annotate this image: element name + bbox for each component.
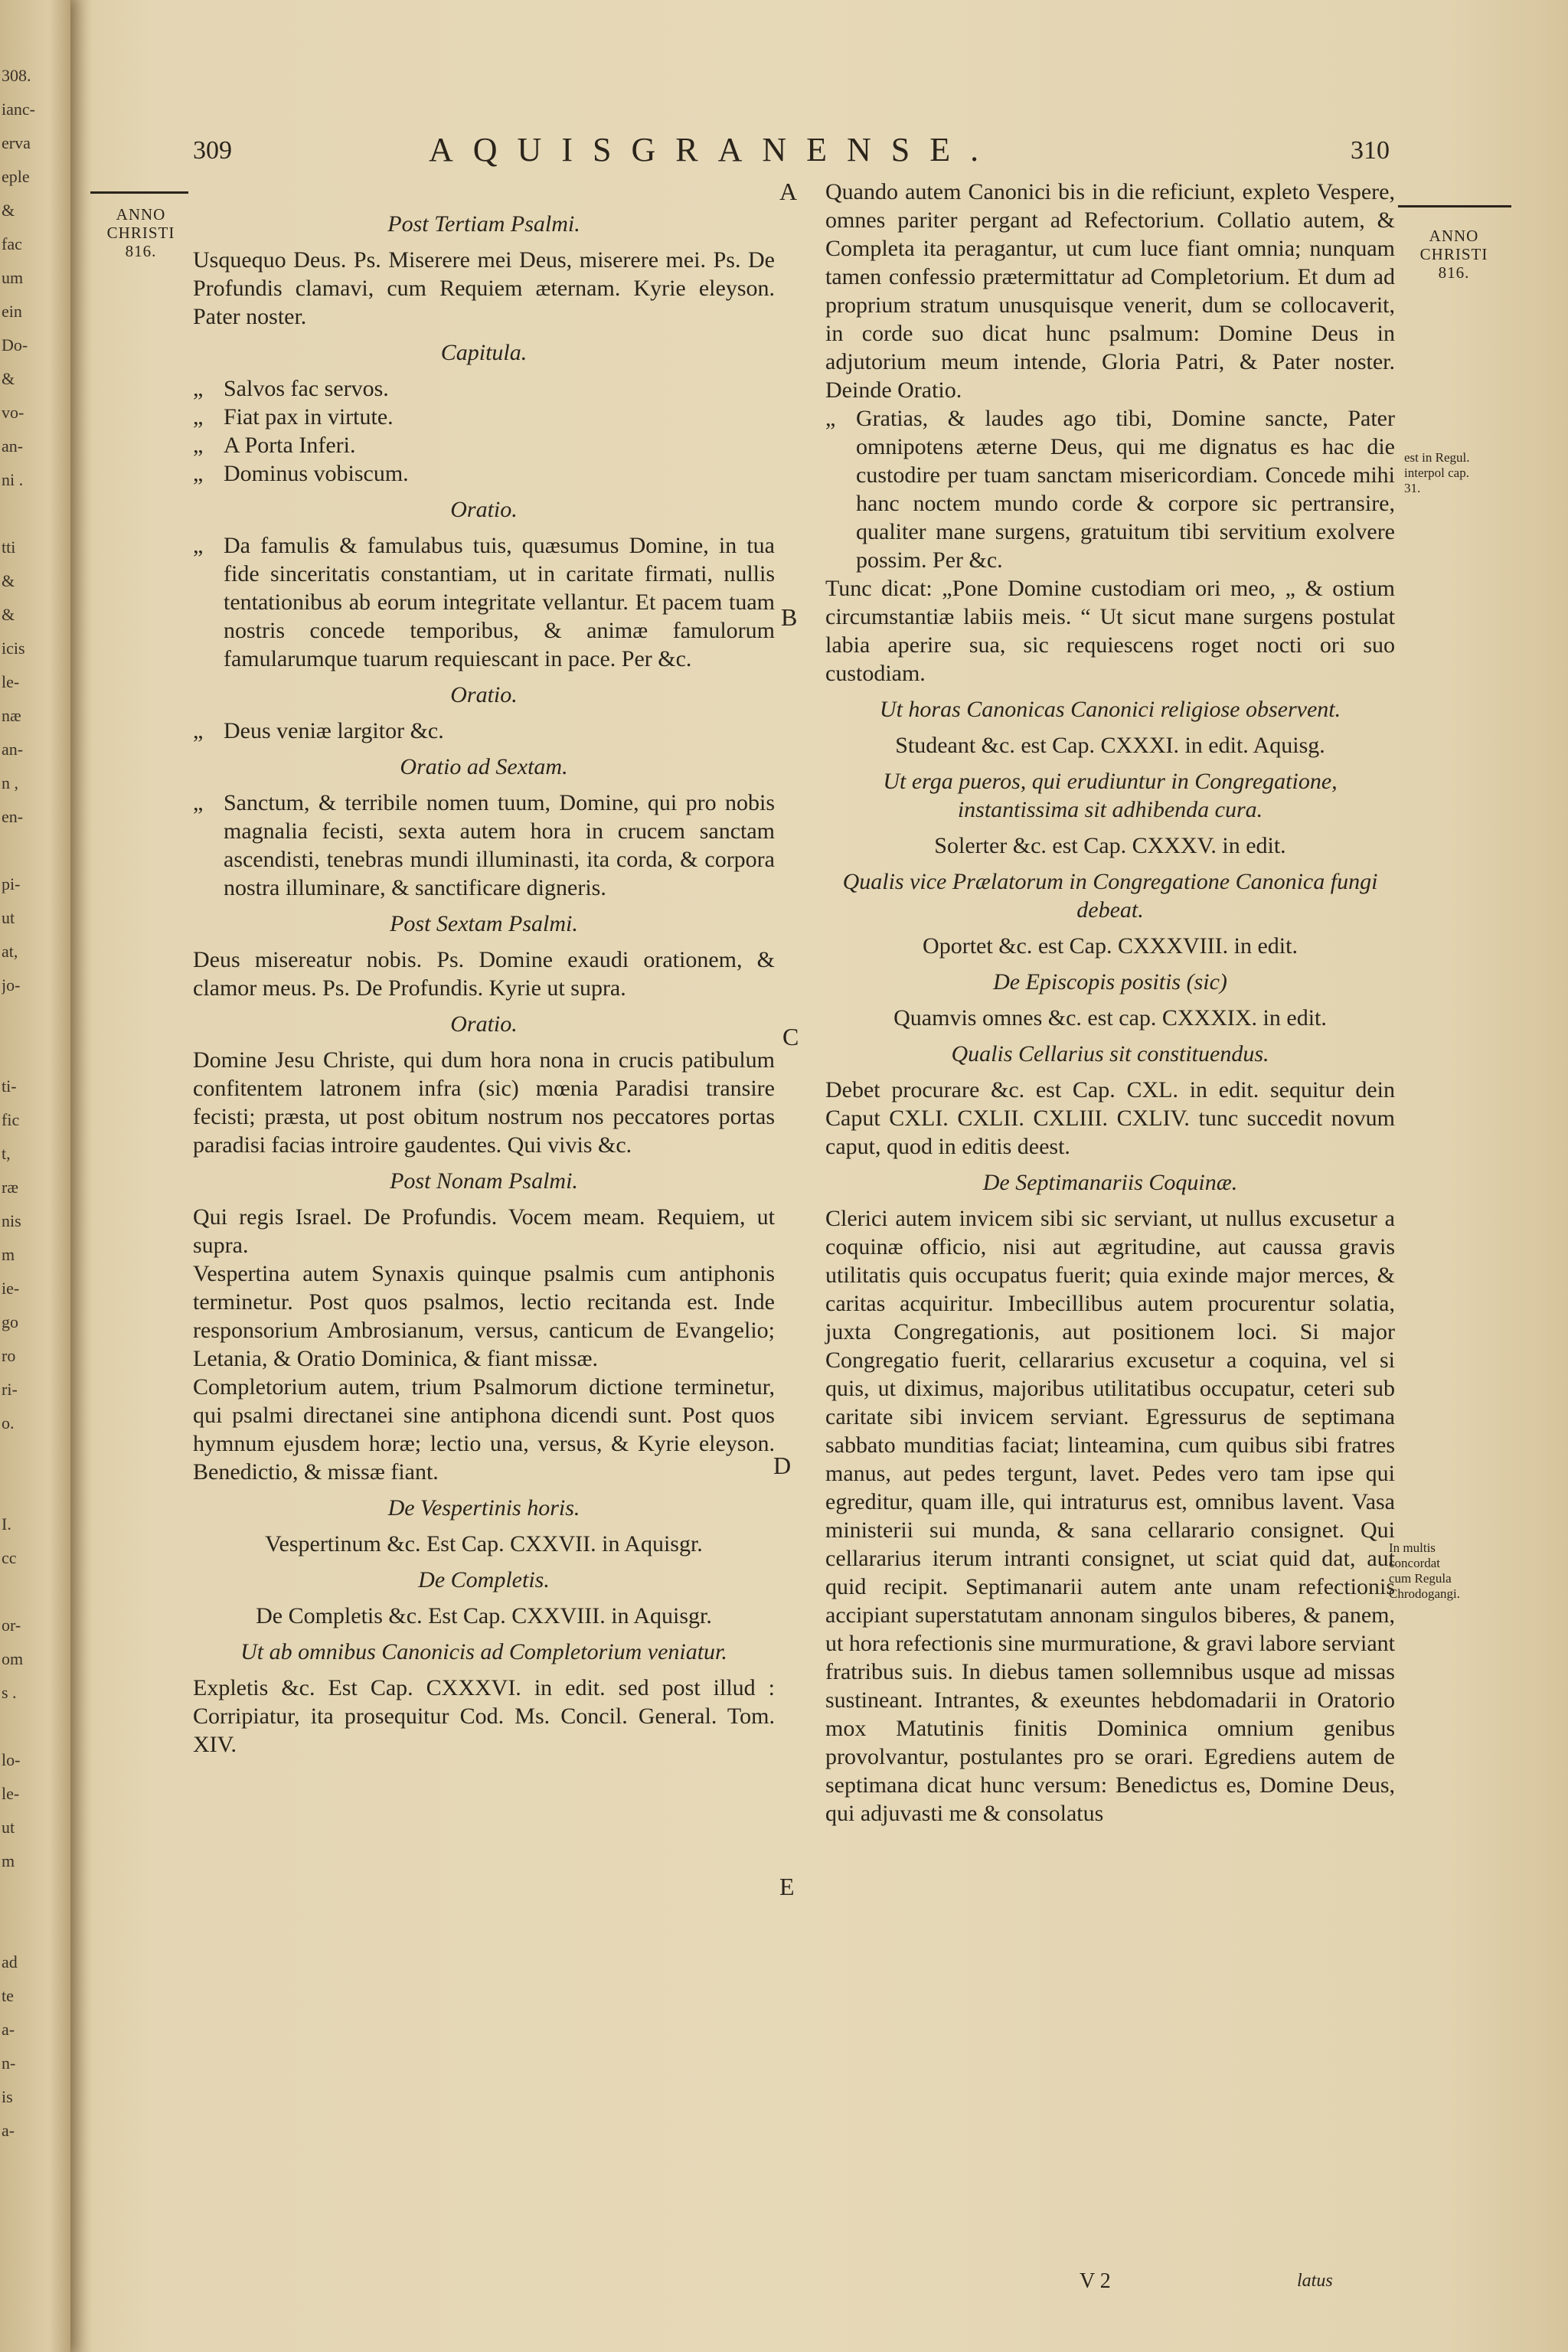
strip-fragment: fac — [2, 234, 22, 253]
section-heading: Oratio. — [450, 682, 518, 707]
section-heading: De Completis. — [418, 1567, 550, 1592]
prayer-text: Deus veniæ largitor &c. — [224, 718, 444, 743]
strip-fragment: ianc- — [2, 100, 35, 119]
section-heading: Post Tertiam Psalmi. — [387, 211, 580, 237]
strip-fragment: cc — [2, 1548, 17, 1567]
margin-line: CHRISTI — [1419, 245, 1488, 263]
strip-fragment: tti — [2, 537, 16, 557]
prayer-text: A Porta Inferi. — [224, 433, 356, 458]
strip-fragment: & — [2, 605, 15, 624]
chapter-reference: Studeant &c. est Cap. CXXXI. in edit. Aquisg. — [895, 733, 1325, 758]
strip-fragment: om — [2, 1649, 24, 1668]
left-column — [193, 202, 775, 1759]
strip-fragment: ri- — [2, 1380, 18, 1399]
right-page-number: 310 — [1351, 136, 1390, 165]
strip-fragment: at, — [2, 942, 18, 961]
quote-mark: „ — [825, 406, 836, 431]
right-anno-rule — [1398, 205, 1511, 207]
paragraph: Deus misereatur nobis. Ps. Domine exaudi orationem, & clamor meus. Ps. De Profundis. Kyrie ut supra. — [193, 947, 775, 1001]
quote-mark: „ — [193, 718, 204, 743]
chapter-reference: Oportet &c. est Cap. CXXXVIII. in edit. — [923, 933, 1298, 959]
margin-line: CHRISTI — [106, 224, 175, 242]
strip-fragment: a- — [2, 2121, 15, 2140]
section-heading: Post Nonam Psalmi. — [390, 1168, 578, 1194]
quote-mark: „ — [193, 404, 204, 430]
right-anno-christi — [1398, 227, 1510, 282]
strip-fragment: t, — [2, 1144, 11, 1163]
strip-fragment: a- — [2, 2020, 15, 2039]
section-heading: Qualis vice Prælatorum in Congregatione Canonica fungi debeat. — [842, 869, 1378, 923]
paragraph: Quando autem Canonici bis in die reficiunt, expleto Vespere, omnes pariter pergant ad Refectorium. Collatio autem, & Completa ita peragantur, ut cum luce fiant omnia; nunquam tamen confessio prætermittatur ad Completorium. Et dum ad proprium stratum unusquisque venerit, dum se collocaverit, in corde suo dicat hunc psalmum: Domine Deus in adjutorium meum intende, Gloria Patri, & Pater noster. Deinde Oratio. — [825, 179, 1395, 403]
section-heading: Ut erga pueros, qui erudiuntur in Congregatione, instantissima sit adhibenda cura. — [883, 769, 1338, 822]
strip-fragment: nis — [2, 1211, 21, 1230]
strip-fragment: 308. — [2, 66, 31, 85]
section-heading: Ut ab omnibus Canonicis ad Completorium veniatur. — [240, 1639, 727, 1664]
strip-fragment: m — [2, 1851, 15, 1870]
margin-line: est in Regul. — [1404, 450, 1470, 465]
strip-fragment: n , — [2, 773, 18, 792]
section-letter-d: D — [773, 1452, 792, 1479]
strip-fragment: an- — [2, 740, 24, 759]
section-heading: De Septimanariis Coquinæ. — [982, 1170, 1238, 1195]
paragraph: Expletis &c. Est Cap. CXXXVI. in edit. sed post illud : Corripiatur, ita prosequitur Cod. Ms. Concil. General. Tom. XIV. — [193, 1675, 775, 1757]
quote-mark: „ — [193, 461, 204, 486]
margin-line: cum Regula — [1389, 1571, 1452, 1586]
margin-note-regula — [1404, 450, 1469, 496]
strip-fragment: n- — [2, 2053, 16, 2073]
quoted-paragraph — [193, 789, 775, 902]
signature-mark: V 2 — [1080, 2269, 1111, 2293]
strip-fragment: & — [2, 369, 15, 388]
section-heading: Qualis Cellarius sit constituendus. — [951, 1041, 1269, 1067]
strip-fragment: m — [2, 1245, 15, 1264]
strip-fragment: ut — [2, 1818, 15, 1837]
strip-fragment: an- — [2, 436, 24, 456]
section-letter-e: E — [779, 1873, 795, 1900]
prayer-text: Gratias, & laudes ago tibi, Domine sancte, Pater omnipotens æterne Deus, qui me dignatus es hac die custodire per tuam sanctam misericordiam. Concede mihi hanc noctem mundo corde & corpore sic pertransire, qualiter mane surgens, gratuitum tibi servitium exolvere possim. Per &c. — [856, 406, 1395, 573]
margin-note-chrodogangi — [1389, 1540, 1460, 1602]
strip-fragment: um — [2, 268, 24, 287]
prayer-text: Fiat pax in virtute. — [224, 404, 394, 430]
chapter-reference: Vespertinum &c. Est Cap. CXXVII. in Aquisgr. — [265, 1531, 703, 1557]
paragraph: Vespertina autem Synaxis quinque psalmis cum antiphonis terminetur. Post quos psalmos, lectio recitanda est. Inde responsorium Ambrosianum, versus, canticum de Evangelio; Letania, & Oratio Dominica, & fiant missæ. — [193, 1261, 775, 1371]
left-page-number: 309 — [193, 136, 232, 165]
quoted-paragraph — [193, 431, 775, 459]
strip-fragment: vo- — [2, 403, 24, 422]
quoted-paragraph — [193, 459, 775, 488]
prayer-text: Da famulis & famulabus tuis, quæsumus Domine, in tua fide sinceritatis constantiam, ut in caritate firmati, nullis tentationibus ab eorum integritate vellantur. Et pacem tuam nostris concede temporibus, & animæ famulorum famularumque tuarum requiescant in pace. Per &c. — [224, 533, 775, 671]
strip-fragment: ti- — [2, 1076, 17, 1096]
strip-fragment: pi- — [2, 874, 21, 893]
left-anno-christi — [90, 205, 191, 260]
strip-fragment: le- — [2, 672, 20, 691]
strip-fragment: ein — [2, 302, 22, 321]
prayer-text: Sanctum, & terribile nomen tuum, Domine, qui pro nobis magnalia fecisti, sexta autem hora in crucem sanctam ascendisti, tenebras mundi illuminasti, ita corda, & corpora nostra illuminare, & sanctificare digneris. — [224, 790, 775, 900]
strip-fragment: le- — [2, 1784, 20, 1803]
strip-fragment: fic — [2, 1110, 20, 1129]
left-anno-rule — [90, 191, 188, 194]
strip-fragment: ad — [2, 1952, 18, 1971]
strip-fragment: I. — [2, 1514, 11, 1534]
paragraph: Qui regis Israel. De Profundis. Vocem meam. Requiem, ut supra. — [193, 1204, 775, 1258]
section-heading: De Vespertinis horis. — [387, 1495, 580, 1521]
quote-mark: „ — [193, 376, 204, 401]
margin-line: 816. — [125, 242, 157, 260]
strip-fragment: jo- — [2, 975, 21, 995]
strip-fragment: & — [2, 571, 15, 590]
margin-line: In multis — [1389, 1540, 1436, 1555]
strip-fragment: en- — [2, 807, 24, 826]
section-heading: Post Sextam Psalmi. — [390, 911, 578, 936]
prayer-text: Salvos fac servos. — [224, 376, 389, 401]
strip-fragment: & — [2, 201, 15, 220]
paragraph: Tunc dicat: „Pone Domine custodiam ori meo, „ & ostium circumstantiæ labiis meis. “ Ut sicut mane surgens postulat labia aperire sua, sic requiescens roget nocti ori suo custodiam. — [825, 576, 1395, 686]
strip-fragment: ni . — [2, 470, 24, 489]
quoted-paragraph — [193, 403, 775, 431]
strip-fragment: go — [2, 1312, 18, 1331]
strip-fragment: ut — [2, 908, 15, 927]
paragraph: Clerici autem invicem sibi sic serviant, ut nullus excusetur a coquinæ officio, nisi aut ægritudine, aut caussa gravis utilitatis quis occupatus fuerit; quia exinde major merces, & caritas acquiritur. Imbecillibus autem procurentur solatia, juxta Congregationis, aut positionem loci. Si major Congregatio fuerit, cellararius excusetur a coquina, vel si quis, ut diximus, majoribus utilitatibus occupatur, ceteri sub caritate sibi invicem serviant. Egressurus de septimana sabbato munditias faciat; linteamina, cum quibus sibi fratres manus, aut pedes tergunt, lavet. Pedes vero tam ipse qui egreditur, quam ille, qui intraturus est, omnibus lavent. Vasa ministerii sui munda, & sana cellarario consignet. Qui cellararius iterum intranti consignet, ut sciat quid dat, aut quid recipit. Septimanarii autem ante unam refectionis accipiant superstatutam annonam singulos biberes, & panem, ut hora refectionis sine murmuratione, & gravi labore serviant fratribus suis. In diebus tamen sollemnibus usque ad missas sustineant. Intrantes, & exeuntes hebdomadarii in Oratorio mox Matutinis finitis Dominica omnium genibus provolvantur, postulantes pro se orari. Egrediens autem de septimana dicat hunc versum: Benedictus es, Domine Deus, qui adjuvasti me & consolatus — [825, 1206, 1395, 1826]
paragraph: Usquequo Deus. Ps. Miserere mei Deus, miserere mei. Ps. De Profundis clamavi, cum Requiem æternam. Kyrie eleyson. Pater noster. — [193, 247, 775, 329]
section-heading: Oratio. — [450, 1011, 518, 1037]
strip-fragment: eple — [2, 167, 30, 186]
strip-fragment: næ — [2, 706, 21, 725]
strip-fragment: icis — [2, 639, 25, 658]
strip-fragment: te — [2, 1986, 14, 2005]
margin-line: 31. — [1404, 481, 1421, 495]
section-letter-b: B — [781, 603, 798, 631]
chapter-reference: De Completis &c. Est Cap. CXXVIII. in Aquisgr. — [256, 1603, 712, 1628]
margin-line: ANNO — [1429, 227, 1479, 245]
strip-fragment: or- — [2, 1615, 21, 1635]
section-letter-a: A — [779, 178, 798, 205]
running-title: AQUISGRANENSE. — [429, 131, 999, 168]
catchword: latus — [1297, 2271, 1333, 2291]
quote-mark: „ — [193, 533, 204, 558]
strip-fragment: o. — [2, 1413, 15, 1432]
margin-line: concordat — [1389, 1556, 1441, 1570]
section-heading: Oratio ad Sextam. — [400, 754, 568, 779]
paragraph: Debet procurare &c. est Cap. CXL. in edit. sequitur dein Caput CXLI. CXLII. CXLIII. CXLIV. tunc succedit novum caput, quod in editis deest. — [825, 1077, 1395, 1159]
quote-mark: „ — [193, 790, 204, 815]
strip-fragment: erva — [2, 133, 31, 152]
quoted-paragraph — [193, 531, 775, 673]
margin-line: interpol cap. — [1404, 466, 1469, 480]
section-heading: Ut horas Canonicas Canonici religiose observent. — [879, 697, 1341, 722]
section-heading: De Episcopis positis (sic) — [993, 969, 1227, 995]
margin-line: 816. — [1438, 263, 1470, 282]
strip-fragment: lo- — [2, 1750, 21, 1769]
chapter-reference: Quamvis omnes &c. est cap. CXXXIX. in edit. — [893, 1005, 1327, 1031]
quoted-paragraph — [193, 374, 775, 403]
quoted-paragraph — [193, 717, 775, 745]
paragraph: Domine Jesu Christe, qui dum hora nona in crucis patibulum confitentem latronem infra (sic) mœnia Paradisi transire fecisti; præsta, ut post obitum nostrum nos peccatores portas paradisi facias introire gaudentes. Qui vivis &c. — [193, 1047, 775, 1158]
quote-mark: „ — [193, 433, 204, 458]
prayer-text: Dominus vobiscum. — [224, 461, 409, 486]
strip-fragment: ro — [2, 1346, 16, 1365]
section-heading: Oratio. — [450, 497, 518, 522]
strip-fragment: s . — [2, 1683, 17, 1702]
strip-fragment: ræ — [2, 1178, 18, 1197]
strip-fragment: is — [2, 2087, 13, 2106]
page-fold-shadow — [70, 0, 92, 2352]
strip-fragment: Do- — [2, 335, 28, 354]
paragraph: Completorium autem, trium Psalmorum dictione terminetur, qui psalmi directanei sine antiphona dicendi sunt. Post quos hymnum ejusdem horæ; lectio una, versus, & Kyrie eleyson. Benedictio, & missæ fiant. — [193, 1374, 775, 1485]
chapter-reference: Solerter &c. est Cap. CXXXV. in edit. — [934, 833, 1286, 858]
right-column — [825, 178, 1395, 1828]
margin-line: ANNO — [116, 205, 166, 224]
section-letter-c: C — [782, 1023, 799, 1050]
strip-fragment: ie- — [2, 1279, 20, 1298]
section-heading: Capitula. — [440, 340, 528, 365]
quoted-paragraph — [825, 404, 1395, 574]
margin-line: Chrodogangi. — [1389, 1586, 1461, 1601]
